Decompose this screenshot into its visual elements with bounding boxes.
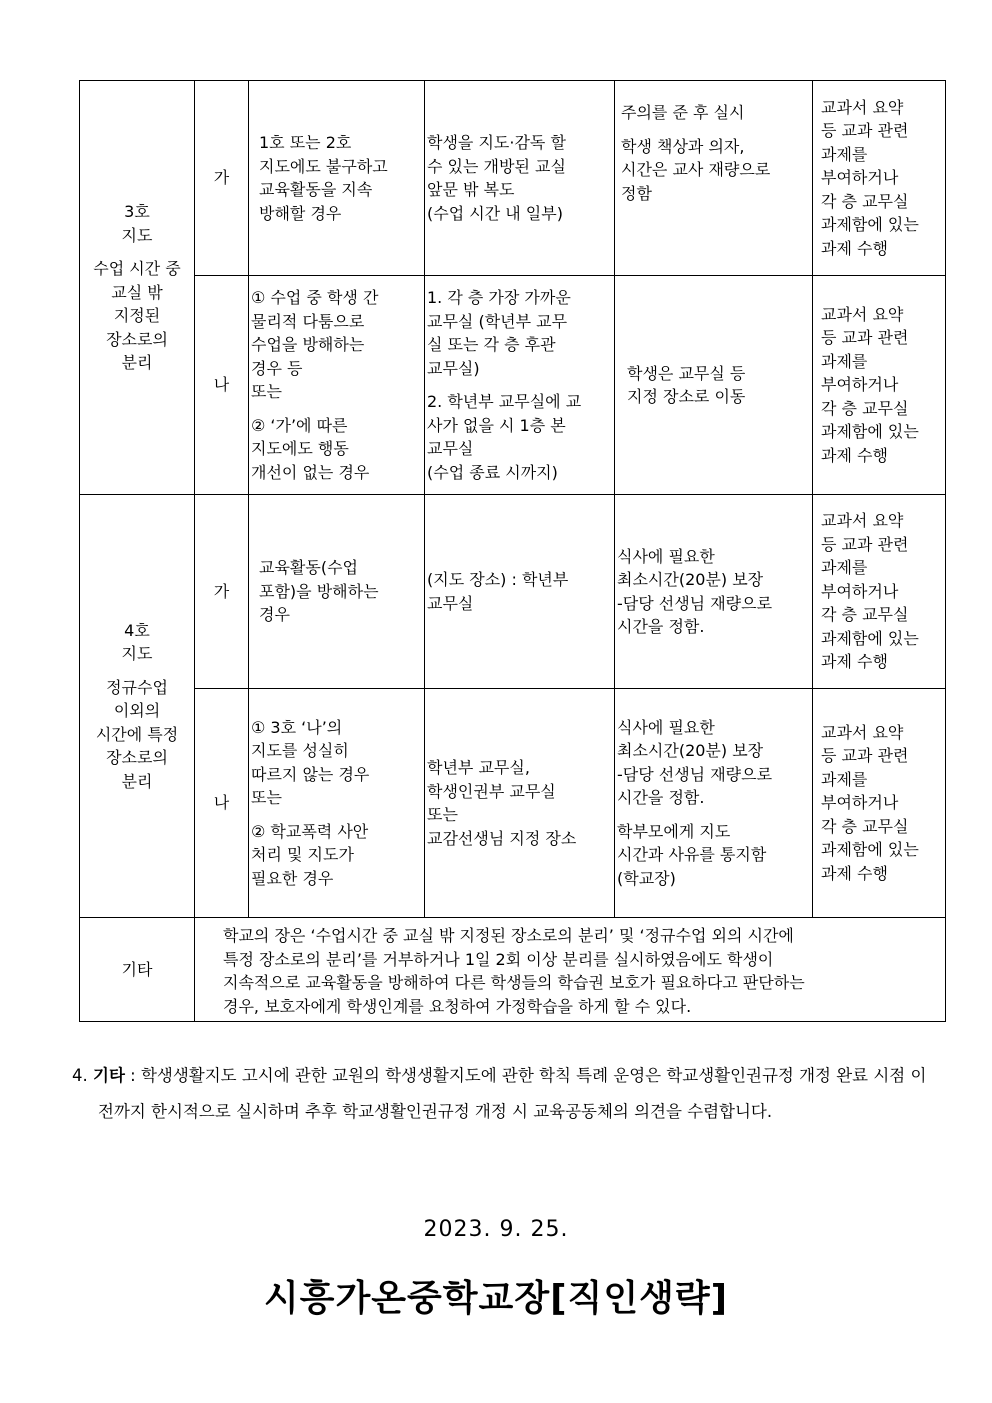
category-cell (80, 495, 195, 918)
text-line: 과제함에 있는 (821, 215, 919, 235)
text-line: 시간을 정함. (617, 617, 705, 636)
text-line: 4호 (124, 620, 150, 640)
method-text (615, 545, 812, 639)
method-text (615, 362, 812, 409)
text-line: 지도에도 불구하고 (259, 156, 388, 176)
task-cell (813, 495, 946, 689)
text-line: ① 3호 ‘나’의 (251, 717, 343, 737)
table-row (80, 495, 946, 689)
text-line: 따르지 않는 경우 (251, 764, 370, 784)
task-cell (813, 276, 946, 495)
text-line: 이외의 (113, 701, 161, 721)
task-text (813, 96, 945, 261)
text-line: -담당 선생님 재량으로 (617, 764, 773, 784)
text-line: 경우 등 (251, 358, 303, 378)
text-line: 교과서 요약 (821, 97, 904, 117)
other-text (195, 918, 945, 1018)
text-line: ① 수업 중 학생 간 (251, 288, 379, 307)
text-line: 학생을 지도·감독 할 (427, 133, 566, 152)
text-line: 물리적 다툼으로 (251, 311, 365, 331)
text-line: 처리 및 지도가 (251, 845, 354, 865)
text-line: 방해할 경우 (259, 203, 342, 223)
condition-text (249, 131, 424, 225)
text-line: 최소시간(20분) 보장 (617, 741, 764, 761)
category-text (80, 619, 194, 794)
task-text (813, 721, 945, 886)
text-line: 학생 책상과 의자, (621, 136, 745, 156)
text-line: 교과서 요약 (821, 722, 904, 742)
text-line: 지도 (121, 225, 153, 245)
table-row (80, 81, 946, 276)
text-line: 경우 (259, 605, 290, 625)
text-line: 정함 (621, 183, 652, 203)
text-line: ② ‘가’에 따른 (251, 415, 348, 435)
sub-label: 가 (213, 168, 230, 188)
text-line: 수업을 방해하는 (251, 335, 365, 354)
line-gap (251, 404, 418, 414)
text-line: 과제를 (821, 558, 868, 578)
text-line: 교실 밖 (111, 282, 163, 302)
text-line: 부여하거나 (821, 168, 899, 188)
method-cell (615, 81, 813, 276)
text-line: 각 층 교무실 (821, 605, 909, 625)
condition-text (249, 556, 424, 627)
guidance-table (79, 80, 946, 1022)
text-line: (수업 시간 내 일부) (427, 203, 563, 223)
category-text (80, 200, 194, 375)
other-text-cell (195, 918, 946, 1022)
text-line: 지정된 (113, 306, 161, 326)
text-line: 과제 수행 (821, 445, 888, 465)
text-line: 또는 (251, 382, 282, 401)
method-text (615, 81, 812, 205)
text-line: 시간과 사유를 통지함 (617, 845, 767, 865)
text-line: 학부모에게 지도 (617, 821, 731, 841)
text-line: 각 층 교무실 (821, 398, 909, 418)
text-line: 실 또는 각 층 후관 (427, 335, 556, 354)
text-line: 각 층 교무실 (821, 191, 909, 211)
sub-label-cell (195, 276, 249, 495)
text-line: 과제 수행 (821, 652, 888, 672)
text-line: 주의를 준 후 실시 (621, 103, 745, 122)
text-line: 정규수업 (106, 677, 168, 697)
text-line: 학생인권부 교무실 (427, 781, 556, 801)
text-line: 과제함에 있는 (821, 628, 919, 648)
method-cell (615, 276, 813, 495)
text-line: 포함)을 방해하는 (259, 581, 379, 601)
text-line: 지도 (121, 644, 153, 664)
text-line: 시간은 교사 재량으로 (621, 160, 771, 179)
text-line: 수 있는 개방된 교실 (427, 156, 566, 176)
task-cell (813, 81, 946, 276)
text-line: (수업 종료 시까지) (427, 462, 558, 482)
text-line: 과제함에 있는 (821, 422, 919, 442)
text-line: 교무실 (427, 593, 474, 613)
method-cell (615, 689, 813, 918)
place-text (425, 568, 614, 615)
condition-cell (249, 689, 425, 918)
text-line: ② 학교폭력 사안 (251, 821, 369, 841)
text-line: 부여하거나 (821, 793, 899, 813)
text-line: 교과서 요약 (821, 304, 904, 324)
table-row (80, 918, 946, 1022)
footer-text: : 학생생활지도 고시에 관한 교원의 학생생활지도에 관한 학칙 특례 운영은 학교생활인권규정 개정 완료 시점 이전까지 한시적으로 실시하며 추후 학교생활인권규정 개정 시 교육공동체의 의견을 수렴합니다. (98, 1066, 927, 1121)
condition-cell (249, 81, 425, 276)
document-date: 2023. 9. 25. (423, 1217, 569, 1242)
text-line: 과제를 (821, 769, 868, 789)
text-line: 또는 (251, 788, 282, 808)
task-text (813, 509, 945, 674)
text-line: 과제함에 있는 (821, 840, 919, 860)
place-text (425, 286, 614, 484)
text-line: 과제 수행 (821, 863, 888, 883)
text-line: (학교장) (617, 868, 676, 888)
text-line: -담당 선생님 재량으로 (617, 593, 773, 613)
sub-label: 나 (213, 375, 230, 395)
sub-label-cell (195, 81, 249, 276)
text-line: 과제 수행 (821, 238, 888, 258)
text-line: 개선이 없는 경우 (251, 462, 370, 482)
text-line: 지정 장소로 이동 (627, 387, 746, 406)
footer-heading: 기타 (93, 1066, 125, 1085)
text-line: 분리 (121, 771, 153, 791)
text-line: 지속적으로 교육활동을 방해하여 다른 학생들의 학습권 보호가 필요하다고 판단하는 (223, 973, 805, 992)
other-label: 기타 (121, 959, 153, 979)
footer-note (72, 1058, 932, 1130)
text-line: 교육활동을 지속 (259, 180, 373, 199)
text-line: 최소시간(20분) 보장 (617, 570, 764, 589)
text-line: 교감선생님 지정 장소 (427, 828, 577, 848)
text-line: 필요한 경우 (251, 868, 334, 888)
sub-label: 가 (213, 581, 230, 601)
text-line: 분리 (121, 353, 153, 373)
condition-cell (249, 495, 425, 689)
text-line: 각 층 교무실 (821, 816, 909, 836)
text-line: 학년부 교무실, (427, 758, 530, 777)
line-gap (80, 666, 194, 676)
condition-text (249, 716, 424, 891)
text-line: 과제를 (821, 351, 868, 371)
text-line: 1호 또는 2호 (259, 133, 352, 152)
text-line: 특정 장소로의 분리’를 거부하거나 1일 2회 이상 분리를 실시하였음에도 학생이 (223, 949, 774, 969)
text-line: 또는 (427, 805, 458, 824)
text-line: 교무실) (427, 358, 480, 378)
text-line: 장소로의 (106, 748, 168, 768)
text-line: 등 교과 관련 (821, 534, 909, 554)
task-text (813, 303, 945, 468)
text-line: 교육활동(수업 (259, 558, 358, 578)
text-line: 장소로의 (106, 329, 168, 349)
text-line: 교무실 (427, 439, 474, 458)
place-cell (425, 81, 615, 276)
place-cell (425, 689, 615, 918)
table-row (80, 276, 946, 495)
task-cell (813, 689, 946, 918)
text-line: 수업 시간 중 (93, 259, 181, 279)
text-line: 등 교과 관련 (821, 121, 909, 141)
text-line: 사가 없을 시 1층 본 (427, 415, 566, 435)
line-gap (617, 810, 806, 820)
text-line: 학교의 장은 ‘수업시간 중 교실 밖 지정된 장소로의 분리’ 및 ‘정규수업 외의 시간에 (223, 926, 794, 945)
footer-number: 4. (72, 1066, 88, 1085)
place-cell (425, 495, 615, 689)
text-line: 등 교과 관련 (821, 328, 909, 348)
text-line: 과제를 (821, 144, 868, 164)
line-gap (251, 810, 418, 820)
text-line: 3호 (124, 202, 150, 222)
sub-label: 나 (213, 793, 230, 813)
text-line: 시간에 특정 (95, 724, 179, 744)
text-line: 등 교과 관련 (821, 746, 909, 766)
method-cell (615, 495, 813, 689)
other-label-cell (80, 918, 195, 1022)
text-line: 교과서 요약 (821, 511, 904, 531)
table-row (80, 689, 946, 918)
place-text (425, 756, 614, 850)
text-line: 학생은 교무실 등 (627, 363, 746, 383)
text-line: 지도를 성실히 (251, 741, 349, 761)
condition-text (249, 286, 424, 484)
text-line: 식사에 필요한 (617, 546, 715, 566)
method-text (615, 716, 812, 891)
condition-cell (249, 276, 425, 495)
category-cell (80, 81, 195, 495)
text-line: 지도에도 행동 (251, 439, 349, 458)
text-line: 교무실 (학년부 교무 (427, 311, 568, 331)
text-line: 부여하거나 (821, 375, 899, 395)
text-line: 1. 각 층 가장 가까운 (427, 288, 571, 307)
text-line: 부여하거나 (821, 581, 899, 601)
signer: 시흥가온중학교장[직인생략] (263, 1278, 729, 1319)
sub-label-cell (195, 689, 249, 918)
text-line: 경우, 보호자에게 학생인계를 요청하여 가정학습을 하게 할 수 있다. (223, 996, 692, 1016)
line-gap (621, 125, 806, 135)
sub-label-cell (195, 495, 249, 689)
place-cell (425, 276, 615, 495)
line-gap (427, 380, 608, 390)
text-line: (지도 장소) : 학년부 (427, 570, 569, 589)
text-line: 앞문 밖 복도 (427, 180, 515, 199)
place-text (425, 131, 614, 225)
text-line: 시간을 정함. (617, 788, 705, 808)
line-gap (80, 247, 194, 257)
text-line: 식사에 필요한 (617, 717, 715, 737)
text-line: 2. 학년부 교무실에 교 (427, 392, 582, 411)
